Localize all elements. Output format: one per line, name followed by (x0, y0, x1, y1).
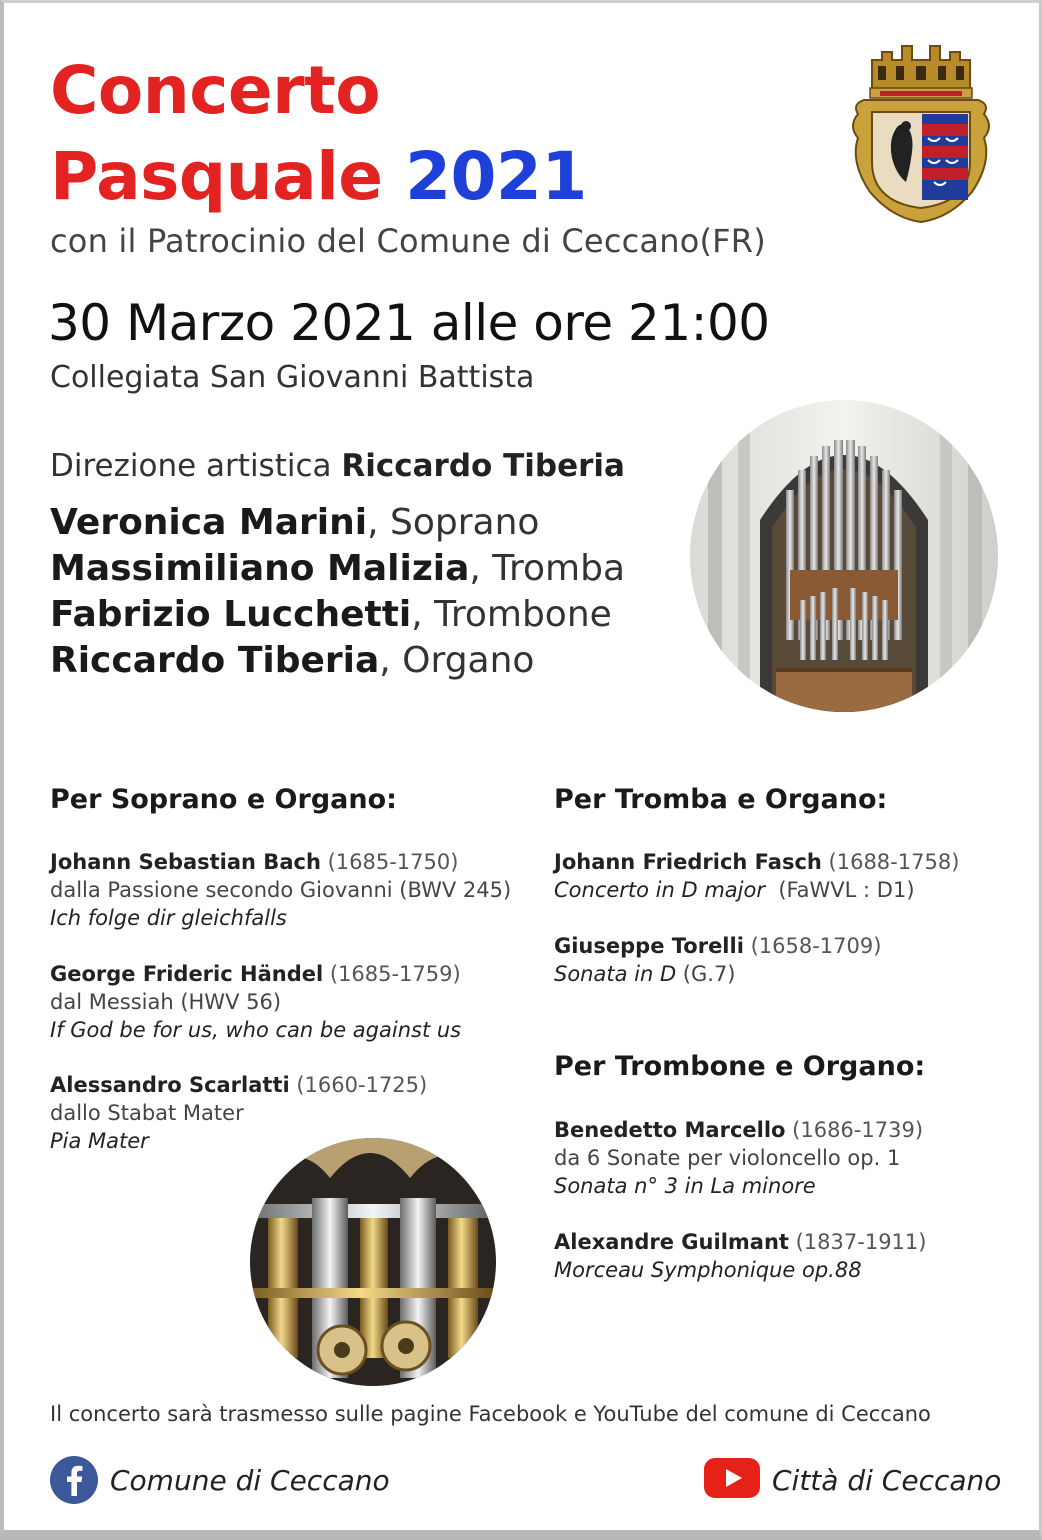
piece-title: Morceau Symphonique op.88 (554, 1258, 862, 1282)
artistic-direction (50, 448, 625, 484)
piece-title: Sonata n° 3 in La minore (554, 1174, 816, 1198)
performer-role: , Organo (379, 640, 535, 681)
composer-name: George Frideric Händel (50, 962, 324, 986)
composer-name: Benedetto Marcello (554, 1118, 786, 1142)
piece-catalog: (G.7) (676, 962, 736, 986)
piece-source: da 6 Sonate per violoncello op. 1 (554, 1146, 901, 1170)
section-heading-soprano: Per Soprano e Organo: (50, 784, 397, 815)
performer (50, 638, 625, 684)
piece-title: Concerto in D major (554, 878, 765, 902)
section-heading-trombone: Per Trombone e Organo: (554, 1051, 926, 1082)
youtube-icon[interactable] (704, 1458, 760, 1498)
piece-title: Sonata in D (554, 962, 677, 986)
composer-years: (1688-1758) (821, 850, 960, 874)
piece-source: dallo Stabat Mater (50, 1101, 244, 1125)
composer-years: (1685-1759) (323, 962, 461, 986)
performer-name: Riccardo Tiberia (50, 640, 380, 681)
youtube-channel-link[interactable]: Città di Ceccano (772, 1464, 1002, 1497)
title-line-2 (50, 138, 587, 215)
composer-years: (1685-1750) (320, 850, 459, 874)
event-datetime: 30 Marzo 2021 alle ore 21:00 (48, 294, 770, 352)
piece-item (554, 1228, 926, 1284)
piece-item (554, 1116, 923, 1200)
title-word-pasquale: Pasquale (50, 138, 406, 215)
performers-list (50, 500, 625, 684)
piece-item (50, 960, 461, 1044)
composer-name: Alexandre Guilmant (554, 1230, 789, 1254)
piece-item (554, 848, 959, 904)
broadcast-note: Il concerto sarà trasmesso sulle pagine Facebook e YouTube del comune di Ceccano (50, 1402, 931, 1426)
performer-role: , Soprano (367, 502, 540, 543)
performer (50, 500, 625, 546)
title-year: 2021 (405, 138, 587, 215)
title-line-1: Concerto (50, 52, 381, 129)
performer (50, 546, 625, 592)
piece-catalog: (FaWVL : D1) (764, 878, 915, 902)
performer-name: Fabrizio Lucchetti (50, 594, 412, 635)
event-venue: Collegiata San Giovanni Battista (50, 360, 535, 395)
trumpet-valves-photo (250, 1138, 496, 1386)
coat-of-arms-icon (850, 42, 992, 224)
organ-photo (690, 400, 998, 712)
performer (50, 592, 625, 638)
subtitle: con il Patrocinio del Comune di Ceccano(FR) (50, 222, 766, 260)
facebook-page-link[interactable]: Comune di Ceccano (110, 1464, 390, 1497)
section-heading-tromba: Per Tromba e Organo: (554, 784, 888, 815)
performer-role: , Tromba (469, 548, 626, 589)
performer-name: Massimiliano Malizia (50, 548, 470, 589)
piece-item (554, 932, 881, 988)
performer-role: , Trombone (411, 594, 612, 635)
performer-name: Veronica Marini (50, 502, 368, 543)
piece-source: dalla Passione secondo Giovanni (BWV 245) (50, 878, 512, 902)
composer-name: Johann Friedrich Fasch (554, 850, 822, 874)
piece-title: Ich folge dir gleichfalls (50, 906, 287, 930)
composer-name: Giuseppe Torelli (554, 934, 744, 958)
composer-years: (1660-1725) (289, 1073, 428, 1097)
composer-years: (1837-1911) (788, 1230, 927, 1254)
piece-title: Pia Mater (50, 1129, 149, 1153)
composer-years: (1658-1709) (743, 934, 882, 958)
piece-title: If God be for us, who can be against us (50, 1018, 462, 1042)
direction-name: Riccardo Tiberia (341, 448, 625, 484)
facebook-icon[interactable] (50, 1456, 98, 1504)
piece-source: dal Messiah (HWV 56) (50, 990, 282, 1014)
composer-years: (1686-1739) (785, 1118, 924, 1142)
composer-name: Johann Sebastian Bach (50, 850, 321, 874)
piece-item (50, 848, 511, 932)
direction-label: Direzione artistica (50, 448, 342, 484)
composer-name: Alessandro Scarlatti (50, 1073, 290, 1097)
